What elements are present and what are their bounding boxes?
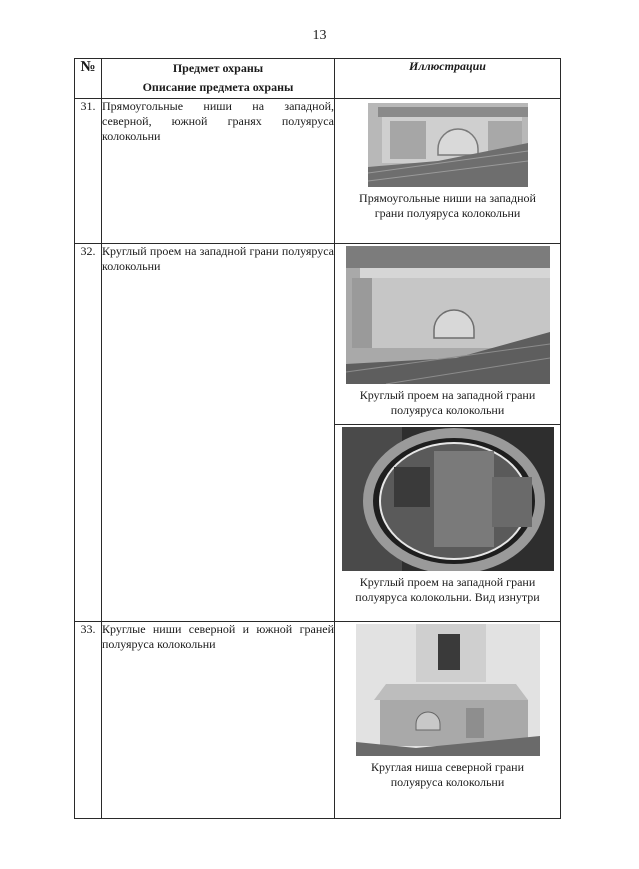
- caption-line: полуяруса колокольни: [390, 403, 505, 417]
- caption-line: полуяруса колокольни: [390, 775, 505, 789]
- photo-round-opening-exterior: [346, 246, 550, 384]
- illustration-cell: [335, 425, 561, 622]
- header-subject-label: Предмет охраны: [172, 61, 264, 75]
- row-description: Прямоугольные ниши на западной, северной, южной гранях полуяруса колокольни: [102, 99, 335, 244]
- row-number: 31.: [75, 99, 102, 244]
- photo-round-niche-north: [356, 624, 540, 756]
- illustration-cell: [335, 99, 561, 244]
- row-number: 33.: [75, 622, 102, 819]
- caption-line: Круглая ниша северной грани: [370, 760, 525, 774]
- photo-caption: [335, 756, 560, 790]
- caption-line: грани полуяруса колокольни: [374, 206, 521, 220]
- caption-line: Прямоугольные ниши на западной: [359, 191, 536, 205]
- table-row: [75, 99, 561, 244]
- page-number: 13: [312, 28, 327, 43]
- row-number: 32.: [75, 244, 102, 622]
- heritage-table: [74, 58, 561, 819]
- header-number: №: [75, 59, 102, 99]
- illustration-cell: [335, 622, 561, 819]
- table-row: [75, 622, 561, 819]
- header-illustrations: Иллюстрации: [335, 59, 561, 99]
- photo-caption: [335, 187, 560, 221]
- table-row: [75, 244, 561, 425]
- photo-caption: [335, 384, 560, 418]
- header-description-label: Описание предмета охраны: [142, 80, 294, 94]
- photo-caption: [335, 571, 560, 605]
- caption-line: полуяруса колокольни. Вид изнутри: [355, 590, 540, 604]
- table-header-row: [75, 59, 561, 99]
- caption-line: Круглый проем на западной грани: [359, 388, 536, 402]
- illustration-cell: [335, 244, 561, 425]
- caption-line: Круглый проем на западной грани: [359, 575, 536, 589]
- photo-round-opening-interior: [342, 427, 554, 571]
- photo-rectangular-niches: [368, 103, 528, 187]
- header-subject: [102, 59, 335, 99]
- row-description: Круглый проем на западной грани полуяруса колокольни: [102, 244, 335, 622]
- row-description: Круглые ниши северной и южной граней полуяруса колокольни: [102, 622, 335, 819]
